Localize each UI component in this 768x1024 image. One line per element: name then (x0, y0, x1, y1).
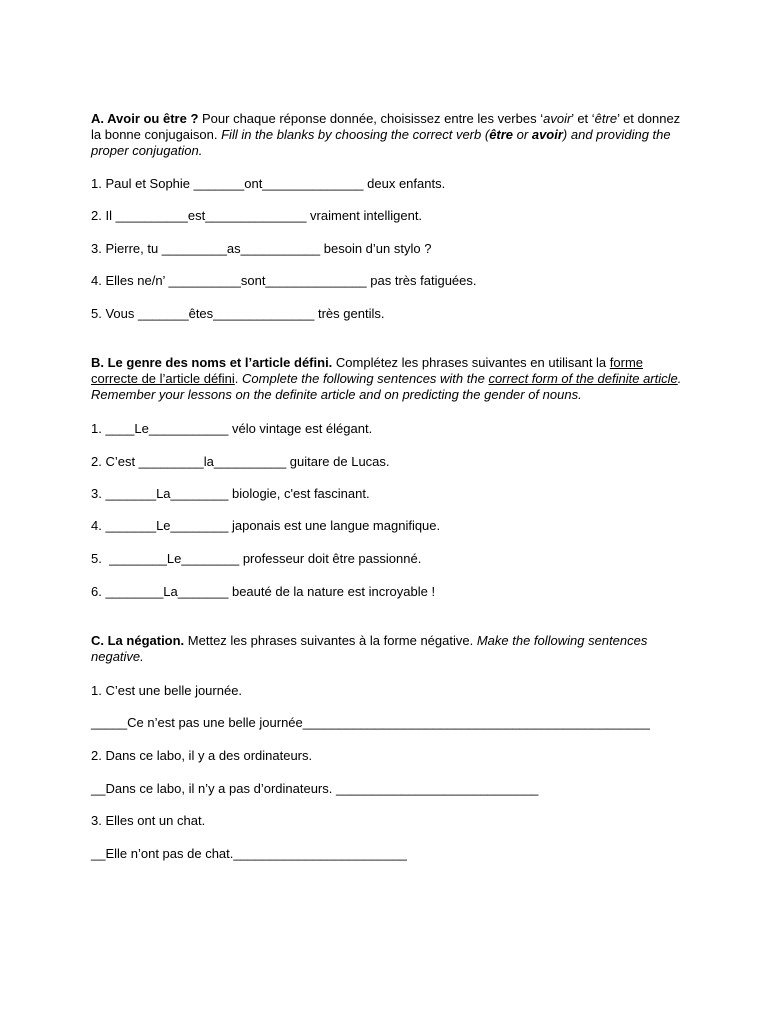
exercise-c-answer-2: __Dans ce labo, il n’y a pas d’ordinateurs. ____________________________ (91, 781, 539, 796)
exercise-b-item-5: 5. ________Le________ professeur doit être passionné. (91, 551, 422, 566)
section-a-instructions: A. Avoir ou être ? Pour chaque réponse donnée, choisissez entre les verbes ‘avoir’ et ‘être’ et donnez la bonne conjugaison. Fill in the blanks by choosing the correct verb (être or avoir) and providing the proper conjugation. (91, 111, 681, 158)
exercise-c-prompt-3: 3. Elles ont un chat. (91, 813, 206, 828)
exercise-b-item-3: 3. _______La________ biologie, c'est fascinant. (91, 486, 370, 501)
section-c-instructions: C. La négation. Mettez les phrases suivantes à la forme négative. Make the following sentences negative. (91, 633, 648, 664)
exercise-c-answer-1: _____Ce n’est pas une belle journée________________________________________________ (91, 715, 650, 730)
section-c-heading: C. La négation. (91, 633, 185, 648)
section-a-english: Fill in the blanks by choosing the correct verb (être or avoir) and providing the proper conjugation. (91, 127, 671, 158)
section-c-english: Make the following sentences negative. (91, 633, 648, 664)
section-b-instructions: B. Le genre des noms et l’article défini. Complétez les phrases suivantes en utilisant la forme correcte de l’article défini. Complete the following sentences with the correct form of the definite article. Remember your lessons on the definite article and on predicting the gender of nouns. (91, 355, 682, 402)
exercise-b-item-1: 1. ____Le___________ vélo vintage est élégant. (91, 421, 373, 436)
exercise-a-item-2: 2. Il __________est______________ vraiment intelligent. (91, 208, 423, 223)
section-b-english: Complete the following sentences with the correct form of the definite article. Remember your lessons on the definite article and on predicting the gender of nouns. (91, 371, 682, 402)
exercise-b-item-4: 4. _______Le________ japonais est une langue magnifique. (91, 518, 441, 533)
exercise-a-item-3: 3. Pierre, tu _________as___________ besoin d’un stylo ? (91, 241, 432, 256)
exercise-b-item-6: 6. ________La_______ beauté de la nature est incroyable ! (91, 584, 436, 599)
exercise-a-item-4: 4. Elles ne/n’ __________sont______________ pas très fatiguées. (91, 273, 477, 288)
exercise-c-prompt-1: 1. C’est une belle journée. (91, 683, 243, 698)
section-a-heading: A. Avoir ou être ? (91, 111, 199, 126)
section-b-heading: B. Le genre des noms et l’article défini. (91, 355, 333, 370)
exercise-b-item-2: 2. C’est _________la__________ guitare de Lucas. (91, 454, 390, 469)
exercise-c-answer-3: __Elle n’ont pas de chat.________________________ (91, 846, 407, 861)
exercise-a-item-5: 5. Vous _______êtes______________ très gentils. (91, 306, 385, 321)
exercise-a-item-1: 1. Paul et Sophie _______ont______________ deux enfants. (91, 176, 446, 191)
exercise-c-prompt-2: 2. Dans ce labo, il y a des ordinateurs. (91, 748, 313, 763)
